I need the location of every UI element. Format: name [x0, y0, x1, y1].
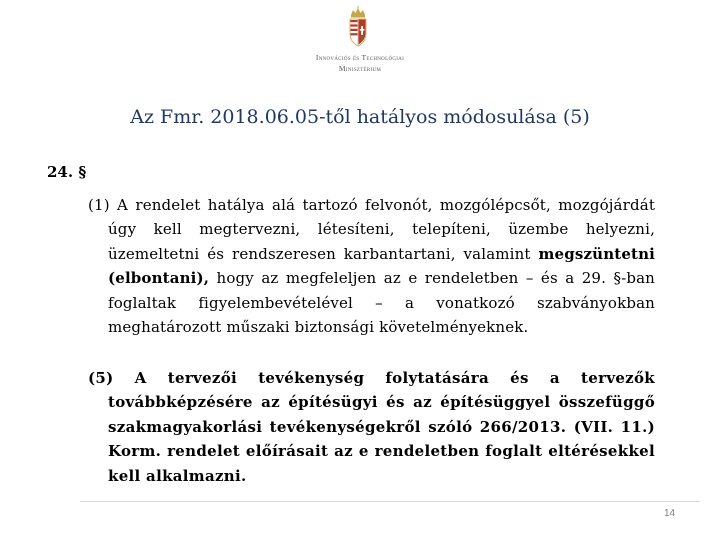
ministry-name-line1: Innovációs és Technológiai: [315, 53, 405, 62]
ministry-logo: [250, 6, 470, 76]
paragraph-1-tail: hogy az megfeleljen az e rendeletben – és a 29. §-ban foglaltak figyelembevételével – a vonatkozó szabványokban meghatározott műszaki biztonsági követelményeknek.: [108, 269, 655, 337]
page-number: 14: [664, 508, 676, 519]
footer-divider: [80, 501, 700, 502]
slide-title: Az Fmr. 2018.06.05-től hatályos módosulása (5): [130, 106, 590, 128]
ministry-name-line2: Minisztérium: [338, 64, 382, 73]
paragraph-1-emphasis: megszüntetni (elbontani),: [108, 244, 655, 288]
section-number: 24. §: [47, 163, 87, 181]
paragraph-1: [88, 193, 655, 339]
paragraph-1-lead: (1) A rendelet hatálya alá tartozó felvonót, mozgólépcsőt, mozgójárdát úgy kell megtervezni, létesíteni, telepíteni, üzembe helyezni, üzemeltetni és rendszeresen karbantartani, valamint: [88, 196, 655, 263]
coat-of-arms-icon: [345, 6, 371, 48]
paragraph-5: (5) A tervezői tevékenység folytatására és a tervezők továbbképzésére az építésügyi és az építésüggyel összefüggő szakmagyakorlási tevékenységekről szóló 266/2013. (VII. 11.) Korm. rendelet előírásait az e rendeletben foglalt eltérésekkel kell alkalmazni.: [88, 369, 655, 485]
